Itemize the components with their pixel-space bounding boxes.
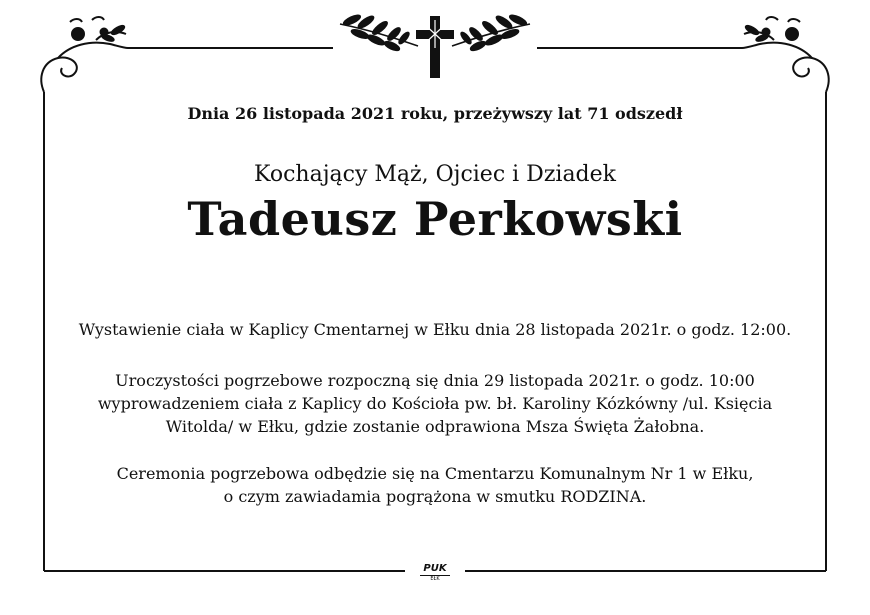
paragraph-line: o czym zawiadamia pogrążona w smutku RODZINA. bbox=[223, 487, 647, 506]
corner-flourish-left-icon bbox=[41, 17, 128, 92]
deceased-name: Tadeusz Perkowski bbox=[187, 192, 683, 246]
paragraph-line: Witolda/ w Ełku, gdzie zostanie odprawiona Msza Święta Żałobna. bbox=[165, 417, 705, 436]
corner-flourish-right-icon bbox=[742, 17, 829, 92]
subtitle: Kochający Mąż, Ojciec i Dziadek bbox=[254, 162, 616, 187]
paragraph-line: wyprowadzeniem ciała z Kaplicy do Kościoła pw. bł. Karoliny Kózkówny /ul. Księcia bbox=[97, 394, 773, 413]
paragraph-line: Wystawienie ciała w Kaplicy Cmentarnej w Ełku dnia 28 listopada 2021r. o godz. 12:00. bbox=[78, 320, 792, 339]
puk-logo bbox=[412, 564, 458, 582]
paragraph-viewing bbox=[0, 318, 870, 341]
logo-main-text: PUK bbox=[423, 563, 447, 574]
paragraph-line: Uroczystości pogrzebowe rozpoczną się dnia 29 listopada 2021r. o godz. 10:00 bbox=[115, 371, 755, 390]
logo-sub-text: EŁK bbox=[420, 575, 450, 582]
paragraph-ceremony bbox=[0, 369, 870, 438]
olive-branch-right-icon bbox=[452, 13, 530, 52]
paragraph-burial bbox=[0, 462, 870, 508]
olive-branch-left-icon bbox=[340, 13, 418, 52]
date-line: Dnia 26 listopada 2021 roku, przeżywszy lat 71 odszedł bbox=[187, 104, 683, 123]
cross-icon bbox=[416, 16, 454, 78]
paragraph-line: Ceremonia pogrzebowa odbędzie się na Cmentarzu Komunalnym Nr 1 w Ełku, bbox=[116, 464, 754, 483]
